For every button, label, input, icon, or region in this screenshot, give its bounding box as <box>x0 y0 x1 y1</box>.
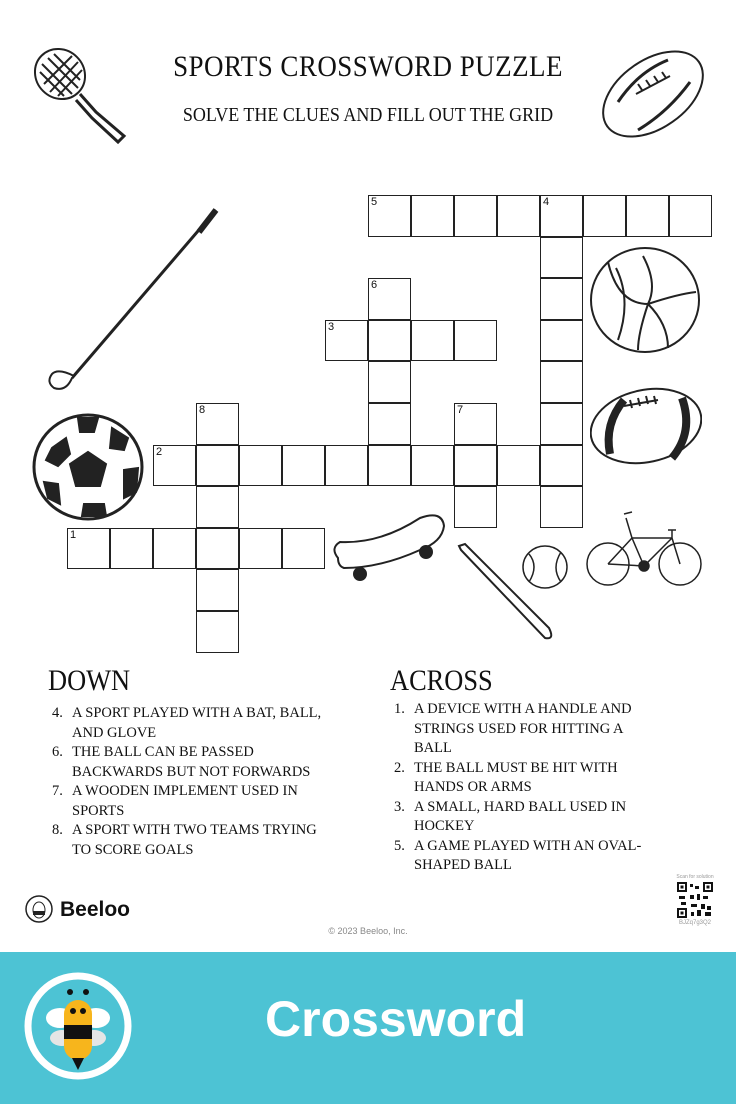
grid-cell[interactable] <box>411 445 454 487</box>
grid-cell[interactable] <box>368 445 411 487</box>
grid-cell[interactable] <box>282 445 325 487</box>
bee-icon <box>24 894 54 926</box>
down-heading: DOWN <box>48 664 131 697</box>
grid-cell[interactable] <box>67 528 110 570</box>
cell-number: 7 <box>457 404 464 416</box>
page-title: SPORTS CROSSWORD PUZZLE <box>173 50 563 83</box>
grid-cell[interactable] <box>196 528 239 570</box>
grid-cell[interactable] <box>454 486 497 528</box>
clue-text: THE BALL MUST BE HIT WITH HANDS OR ARMS <box>414 759 618 795</box>
across-clues <box>394 700 654 876</box>
grid-cell[interactable] <box>368 278 411 320</box>
grid-cell[interactable] <box>368 361 411 403</box>
clue-number: 2. <box>394 759 405 776</box>
clue-down-7 <box>52 782 324 821</box>
qr-block <box>668 874 722 926</box>
grid-cell[interactable] <box>196 486 239 528</box>
cell-number: 6 <box>371 279 378 292</box>
grid-cell[interactable] <box>540 237 583 279</box>
grid-cell[interactable] <box>282 528 325 570</box>
logo-text: Beeloo <box>60 898 131 921</box>
cell-number: 3 <box>328 320 335 333</box>
grid-cell[interactable] <box>368 320 411 362</box>
grid-cell[interactable] <box>325 445 368 487</box>
grid-cell[interactable] <box>325 320 368 362</box>
clue-across-1 <box>394 700 654 759</box>
clue-number: 1. <box>394 701 405 717</box>
grid-cell[interactable] <box>540 278 583 320</box>
grid-cell[interactable] <box>196 445 239 487</box>
clue-across-3 <box>394 798 654 837</box>
grid-cell[interactable] <box>540 320 583 362</box>
copyright: © 2023 Beeloo, Inc. <box>328 926 408 936</box>
clue-number: 6. <box>52 744 63 760</box>
clue-number: 8. <box>52 822 63 838</box>
grid-cell[interactable] <box>540 361 583 403</box>
grid-cell[interactable] <box>239 528 282 570</box>
beeloo-logo <box>24 894 130 926</box>
qr-caption: Scan for solution <box>676 874 714 880</box>
clue-text: A GAME PLAYED WITH AN OVAL-SHAPED BALL <box>414 837 642 873</box>
grid-cell[interactable] <box>239 445 282 487</box>
clue-down-4 <box>52 704 324 743</box>
grid-cell[interactable] <box>196 611 239 653</box>
clue-number: 4. <box>52 705 63 721</box>
cell-number: 4 <box>543 196 550 208</box>
down-clues <box>52 704 324 860</box>
grid-cell[interactable] <box>497 195 540 237</box>
grid-cell[interactable] <box>411 195 454 237</box>
cell-number: 8 <box>199 404 206 416</box>
grid-cell[interactable] <box>583 195 626 237</box>
clue-text: A SPORT PLAYED WITH A BAT, BALL, AND GLOVE <box>72 705 322 741</box>
grid-cell[interactable] <box>540 445 583 487</box>
grid-cell[interactable] <box>454 403 497 445</box>
grid-cell[interactable] <box>110 528 153 570</box>
grid-cell[interactable] <box>454 445 497 487</box>
bee-mascot-icon <box>22 970 134 1082</box>
grid-cell[interactable] <box>153 445 196 487</box>
qr-code-id: BJZq7g3Q2 <box>678 920 712 926</box>
grid-cell[interactable] <box>368 195 411 237</box>
grid-cell[interactable] <box>454 320 497 362</box>
clue-number: 7. <box>52 783 63 799</box>
clue-across-5 <box>394 837 654 876</box>
grid-cell[interactable] <box>368 403 411 445</box>
grid-cell[interactable] <box>540 403 583 445</box>
grid-cell[interactable] <box>454 195 497 237</box>
page-subtitle: SOLVE THE CLUES AND FILL OUT THE GRID <box>182 104 554 126</box>
cell-number: 1 <box>70 528 77 541</box>
grid-cell[interactable] <box>540 195 583 237</box>
banner-title: Crossword <box>265 991 527 1047</box>
qr-code-icon[interactable] <box>677 882 713 918</box>
clue-text: THE BALL CAN BE PASSED BACKWARDS BUT NOT FORWARDS <box>72 744 311 780</box>
across-heading: ACROSS <box>390 664 493 697</box>
grid-cell[interactable] <box>497 445 540 487</box>
grid-cell[interactable] <box>626 195 669 237</box>
clue-text: A SPORT WITH TWO TEAMS TRYING TO SCORE GOALS <box>72 822 317 858</box>
grid-cell[interactable] <box>669 195 712 237</box>
clue-text: A DEVICE WITH A HANDLE AND STRINGS USED FOR HITTING A BALL <box>414 701 632 756</box>
clue-number: 3. <box>394 798 405 815</box>
grid-cell[interactable] <box>196 569 239 611</box>
clue-number: 5. <box>394 837 405 854</box>
grid-cell[interactable] <box>196 403 239 445</box>
cell-number: 2 <box>156 445 163 458</box>
grid-cell[interactable] <box>540 486 583 528</box>
cell-number: 5 <box>371 196 378 208</box>
grid-cell[interactable] <box>411 320 454 362</box>
clue-text: A SMALL, HARD BALL USED IN HOCKEY <box>414 798 627 834</box>
grid-cell[interactable] <box>153 528 196 570</box>
clue-down-8 <box>52 821 324 860</box>
clue-across-2 <box>394 759 654 798</box>
clue-down-6 <box>52 743 324 782</box>
clue-text: A WOODEN IMPLEMENT USED IN SPORTS <box>72 783 298 819</box>
